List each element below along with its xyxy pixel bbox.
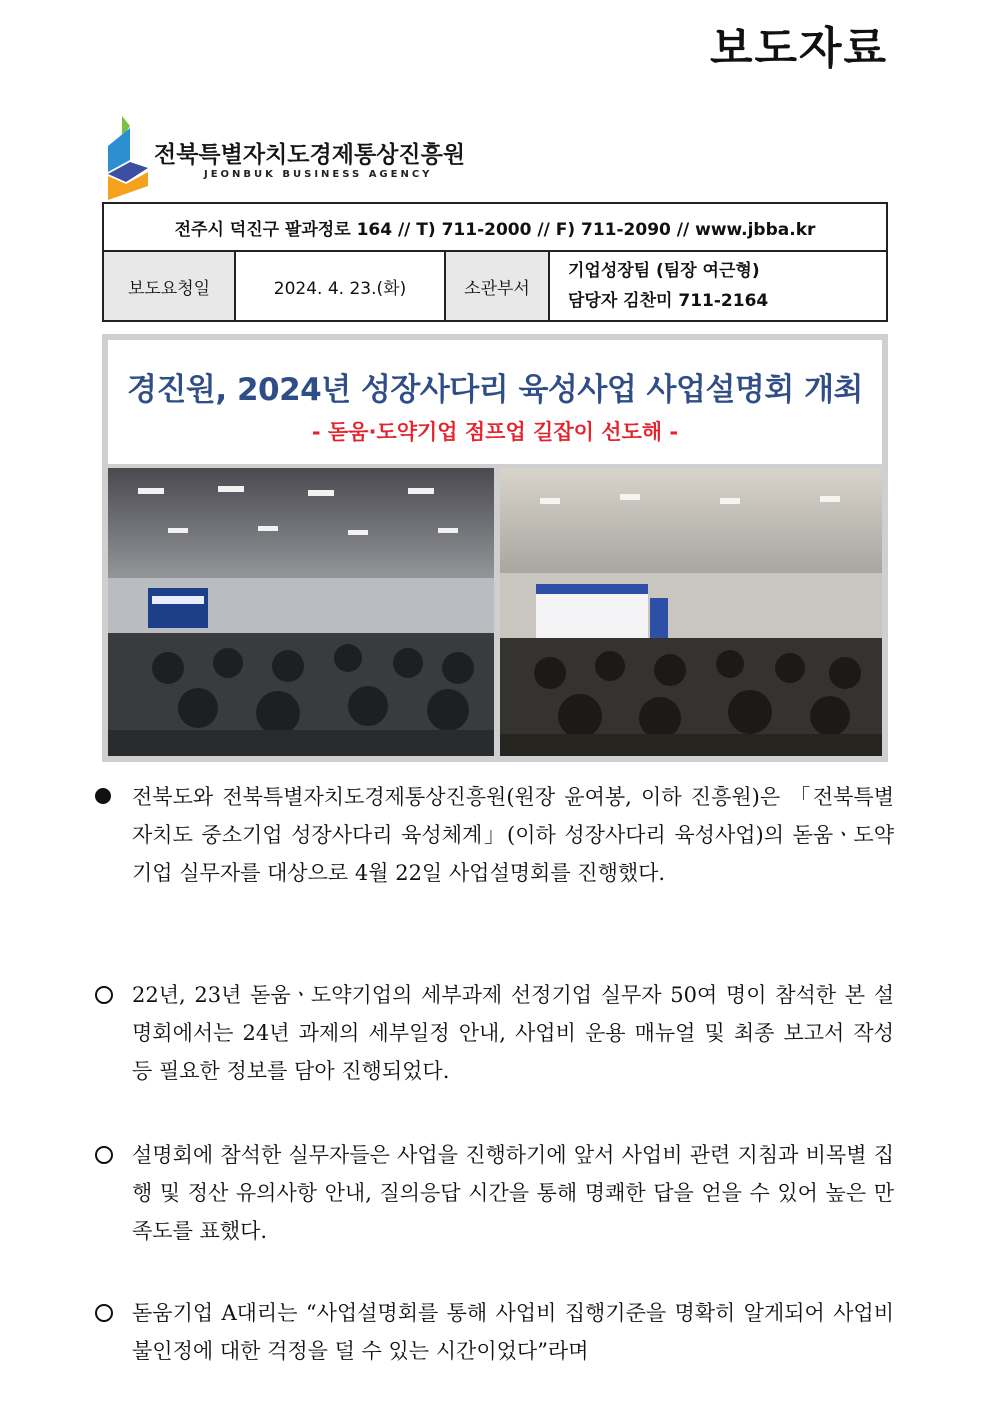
release-info-table [102,202,888,322]
paragraph-1-text: 전북도와 전북특별자치도경제통상진흥원(원장 윤여봉, 이하 진흥원)은 「전북특별자치도 중소기업 성장사다리 육성체계」(이하 성장사다리 육성사업)의 돋움ㆍ도약기업 실무자를 대상으로 4월 22일 사업설명회를 진행했다. [132,785,894,885]
paragraph-3-text: 설명회에 참석한 실무자들은 사업을 진행하기에 앞서 사업비 관련 지침과 비목별 집행 및 정산 유의사항 안내, 질의응답 시간을 통해 명쾌한 답을 얻을 수 있어 높은 만족도를 표했다. [132,1143,894,1243]
document-type-title: 보도자료 [709,23,888,74]
paragraph-2 [94,976,894,1090]
department-name: 기업성장팀 (팀장 여근형) [568,261,760,281]
headline-title: 경진원, 2024년 성장사다리 육성사업 사업설명회 개최 [127,372,863,408]
contact-line: 전주시 덕진구 팔과정로 164 // T) 711-2000 // F) 711-2090 // www.jbba.kr [103,203,887,251]
agency-name: 전북특별자치도경제통상진흥원 [154,142,466,168]
paragraph-4-text: 돋움기업 A대리는 “사업설명회를 통해 사업비 집행기준을 명확히 알게되어 사업비 불인정에 대한 걱정을 덜 수 있는 시간이었다”라며 [132,1301,894,1363]
headline-panel [108,340,882,464]
agency-logo-icon [106,116,150,200]
paragraph-3 [94,1136,894,1250]
headline-subtitle: - 돋움·도약기업 점프업 길잡이 선도해 - [311,420,679,444]
agency-name-english: JEONBUK BUSINESS AGENCY [204,169,433,180]
headline-box [102,334,888,762]
event-photo-right [500,468,882,756]
department-cell [549,251,887,321]
department-contact: 담당자 김찬미 711-2164 [568,291,769,311]
department-label: 소관부서 [445,251,549,321]
release-date-label: 보도요청일 [103,251,235,321]
paragraph-4 [94,1294,894,1370]
event-photo-left [108,468,494,756]
release-date: 2024. 4. 23.(화) [235,251,445,321]
paragraph-2-text: 22년, 23년 돋움ㆍ도약기업의 세부과제 선정기업 실무자 50여 명이 참석한 본 설명회에서는 24년 과제의 세부일정 안내, 사업비 운용 매뉴얼 및 최종 보고서 작성 등 필요한 정보를 담아 진행되었다. [132,983,894,1083]
paragraph-1 [94,778,894,892]
agency-logo [106,116,466,200]
